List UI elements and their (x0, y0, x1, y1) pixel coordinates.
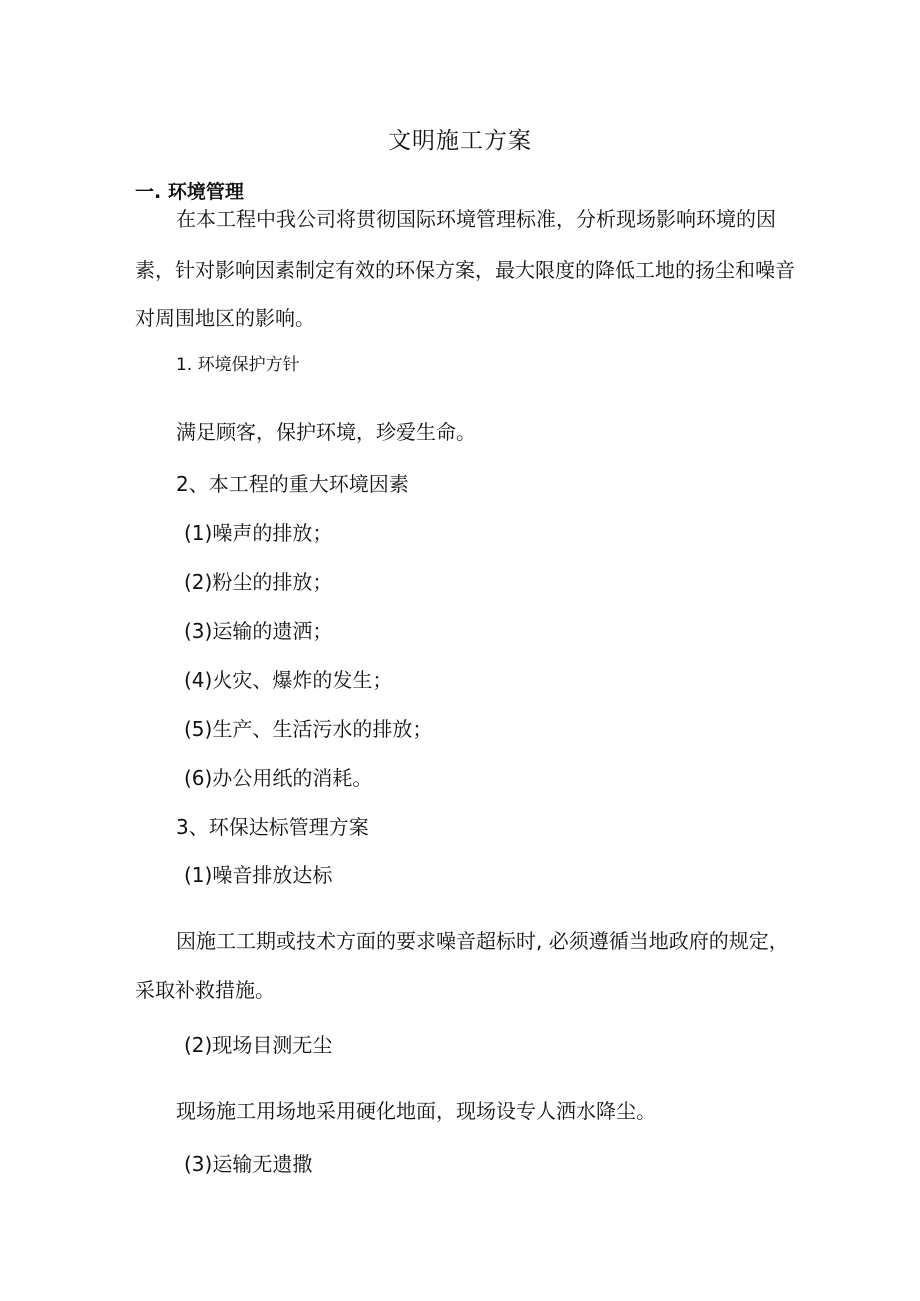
policy-heading: 1. 环境保护方针 (176, 355, 300, 375)
transport-heading: (3)运输无遗撒 (184, 1152, 313, 1176)
noise-text-line-2: 采取补救措施。 (135, 978, 275, 1002)
factor-item-2: (2)粉尘的排放； (184, 570, 333, 594)
noise-text-line-1: 因施工工期或技术方面的要求噪音超标时, 必须遵循当地政府的规定， (176, 929, 789, 953)
intro-line-1: 在本工程中我公司将贯彻国际环境管理标准，分析现场影响环境的因 (176, 207, 776, 231)
intro-line-2: 素，针对影响因素制定有效的环保方案，最大限度的降低工地的扬尘和噪音 (135, 258, 795, 282)
factor-item-3: (3)运输的遗洒； (184, 619, 333, 643)
plan-heading: 3、环保达标管理方案 (176, 815, 369, 839)
policy-text: 满足顾客，保护环境，珍爱生命。 (176, 420, 476, 444)
factor-item-4: (4)火灾、爆炸的发生； (184, 668, 393, 692)
document-title: 文明施工方案 (388, 128, 532, 154)
section-heading-environment: 一. 环境管理 (135, 181, 244, 203)
noise-heading: (1)噪音排放达标 (184, 863, 333, 887)
factor-item-6: (6)办公用纸的消耗。 (184, 766, 373, 790)
intro-line-3: 对周围地区的影响。 (135, 306, 315, 330)
factor-item-1: (1)噪声的排放； (184, 521, 333, 545)
factors-heading: 2、本工程的重大环境因素 (176, 472, 409, 496)
factor-item-5: (5)生产、生活污水的排放； (184, 717, 433, 741)
dust-heading: (2)现场目测无尘 (184, 1033, 333, 1057)
dust-text: 现场施工用场地采用硬化地面，现场设专人洒水降尘。 (176, 1099, 656, 1123)
